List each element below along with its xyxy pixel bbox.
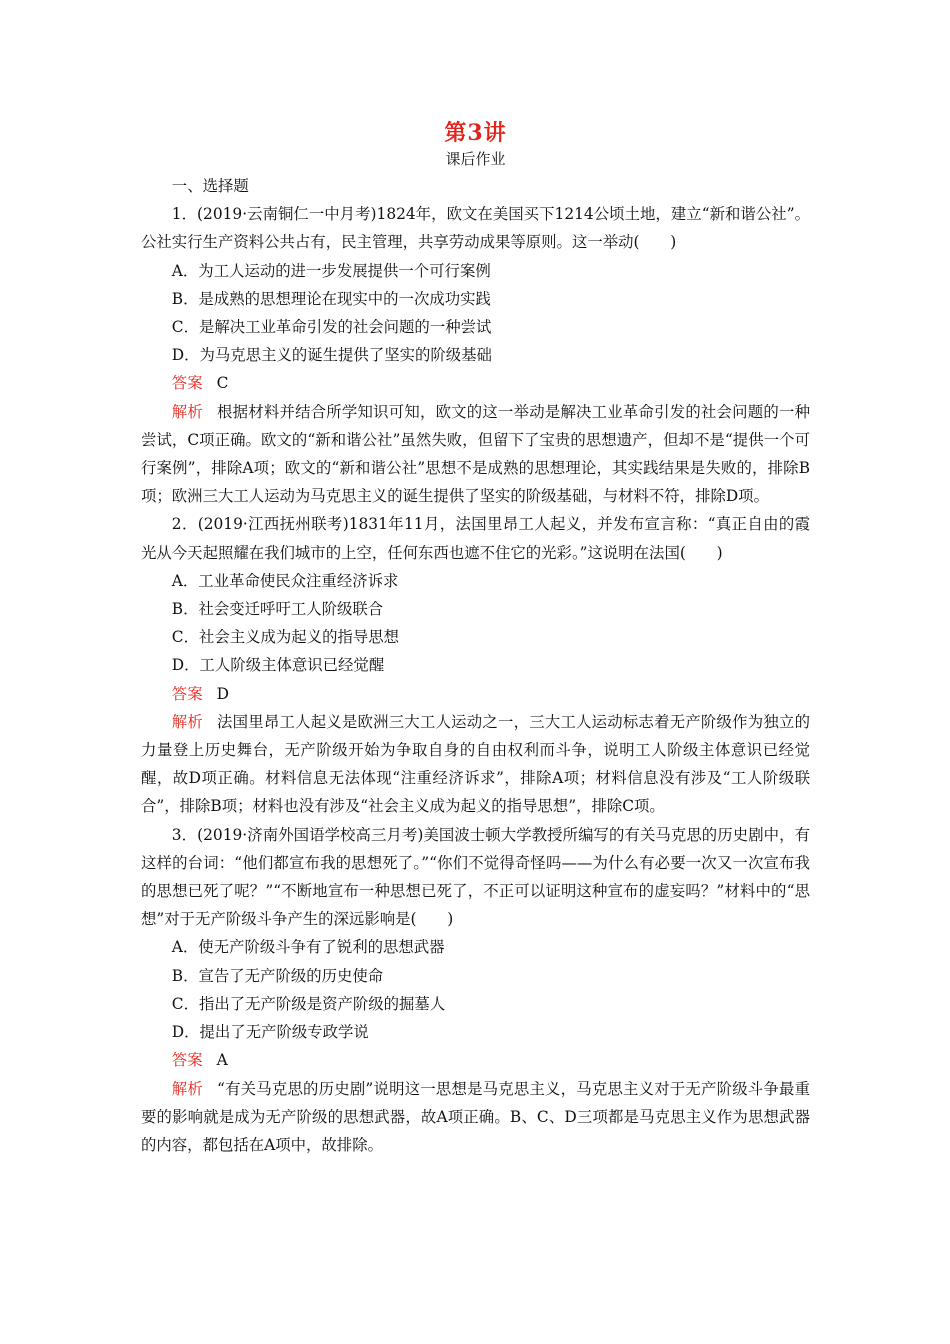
question-block	[141, 510, 810, 820]
option-d: D．工人阶级主体意识已经觉醒	[171, 656, 385, 675]
answer-value: A	[216, 1051, 228, 1070]
option-a: A．使无产阶级斗争有了锐利的思想武器	[171, 938, 445, 957]
section-heading: 一、选择题	[171, 177, 249, 195]
question-stem: 2．(2019·江西抚州联考)1831年11月，法国里昂工人起义，并发布宣言称：“真正自由的霞光从今天起照耀在我们城市的上空，任何东西也遮不住它的光彩。”这说明在法国( )	[141, 515, 810, 562]
option-d: D．提出了无产阶级专政学说	[171, 1023, 369, 1042]
analysis-text: 根据材料并结合所学知识可知，欧文的这一举动是解决工业革命引发的社会问题的一种尝试，C项正确。欧文的“新和谐公社”虽然失败，但留下了宝贵的思想遗产，但却不是“提供一个可行案例”，排除A项；欧文的“新和谐公社”思想不是成熟的思想理论，其实践结果是失败的，排除B项；欧洲三大工人运动为马克思主义的诞生提供了坚实的阶级基础，与材料不符，排除D项。	[141, 402, 810, 506]
option-c: C．是解决工业革命引发的社会问题的一种尝试	[171, 318, 492, 337]
analysis-text: 法国里昂工人起义是欧洲三大工人运动之一，三大工人运动标志着无产阶级作为独立的力量登上历史舞台，无产阶级开始为争取自身的自由权利而斗争，说明工人阶级主体意识已经觉醒，故D项正确。材料信息无法体现“注重经济诉求”，排除A项；材料信息没有涉及“工人阶级联合”，排除B项；材料也没有涉及“社会主义成为起义的指导思想”，排除C项。	[141, 712, 810, 816]
analysis-label: 解析	[171, 712, 204, 731]
answer-label: 答案	[171, 1051, 203, 1070]
answer-line	[141, 1046, 810, 1074]
analysis-paragraph	[141, 398, 810, 511]
answer-line	[141, 680, 810, 708]
question-block	[141, 821, 810, 1159]
lesson-subtitle: 课后作业	[445, 150, 506, 168]
answer-label: 答案	[171, 374, 203, 393]
option-a: A．工业革命使民众注重经济诉求	[171, 571, 399, 590]
option-d: D．为马克思主义的诞生提供了坚实的阶级基础	[171, 346, 492, 365]
question-block	[141, 200, 810, 510]
question-stem: 3．(2019·济南外国语学校高三月考)美国波士顿大学教授所编写的有关马克思的历史剧中，有这样的台词：“他们都宣布我的思想死了。”“你们不觉得奇怪吗——为什么有必要一次又一次宣布我的思想已死了呢？”“不断地宣布一种思想已死了，不正可以证明这种宣布的虚妄吗？”材料中的“思想”对于无产阶级斗争产生的深远影响是( )	[141, 825, 810, 929]
answer-line	[141, 369, 810, 397]
document-page	[141, 118, 810, 1159]
lesson-title: 第3讲	[444, 120, 507, 146]
option-c: C．指出了无产阶级是资产阶级的掘墓人	[171, 994, 446, 1013]
answer-label: 答案	[171, 684, 203, 703]
answer-value: C	[216, 374, 229, 393]
option-a: A．为工人运动的进一步发展提供一个可行案例	[171, 261, 491, 280]
option-b: B．宣告了无产阶级的历史使命	[171, 966, 384, 985]
analysis-paragraph	[141, 708, 810, 821]
question-stem: 1．(2019·云南铜仁一中月考)1824年，欧文在美国买下1214公顷土地，建立“新和谐公社”。公社实行生产资料公共占有，民主管理，共享劳动成果等原则。这一举动( )	[141, 205, 810, 252]
analysis-text: “有关马克思的历史剧”说明这一思想是马克思主义，马克思主义对于无产阶级斗争最重要的影响就是成为无产阶级的思想武器，故A项正确。B、C、D三项都是马克思主义作为思想武器的内容，都包括在A项中，故排除。	[141, 1079, 810, 1154]
option-b: B．是成熟的思想理论在现实中的一次成功实践	[171, 289, 491, 308]
analysis-label: 解析	[171, 1079, 203, 1098]
analysis-paragraph	[141, 1075, 810, 1160]
answer-value: D	[216, 684, 229, 703]
option-c: C．社会主义成为起义的指导思想	[171, 628, 400, 647]
option-b: B．社会变迁呼吁工人阶级联合	[171, 600, 384, 619]
analysis-label: 解析	[171, 402, 204, 421]
